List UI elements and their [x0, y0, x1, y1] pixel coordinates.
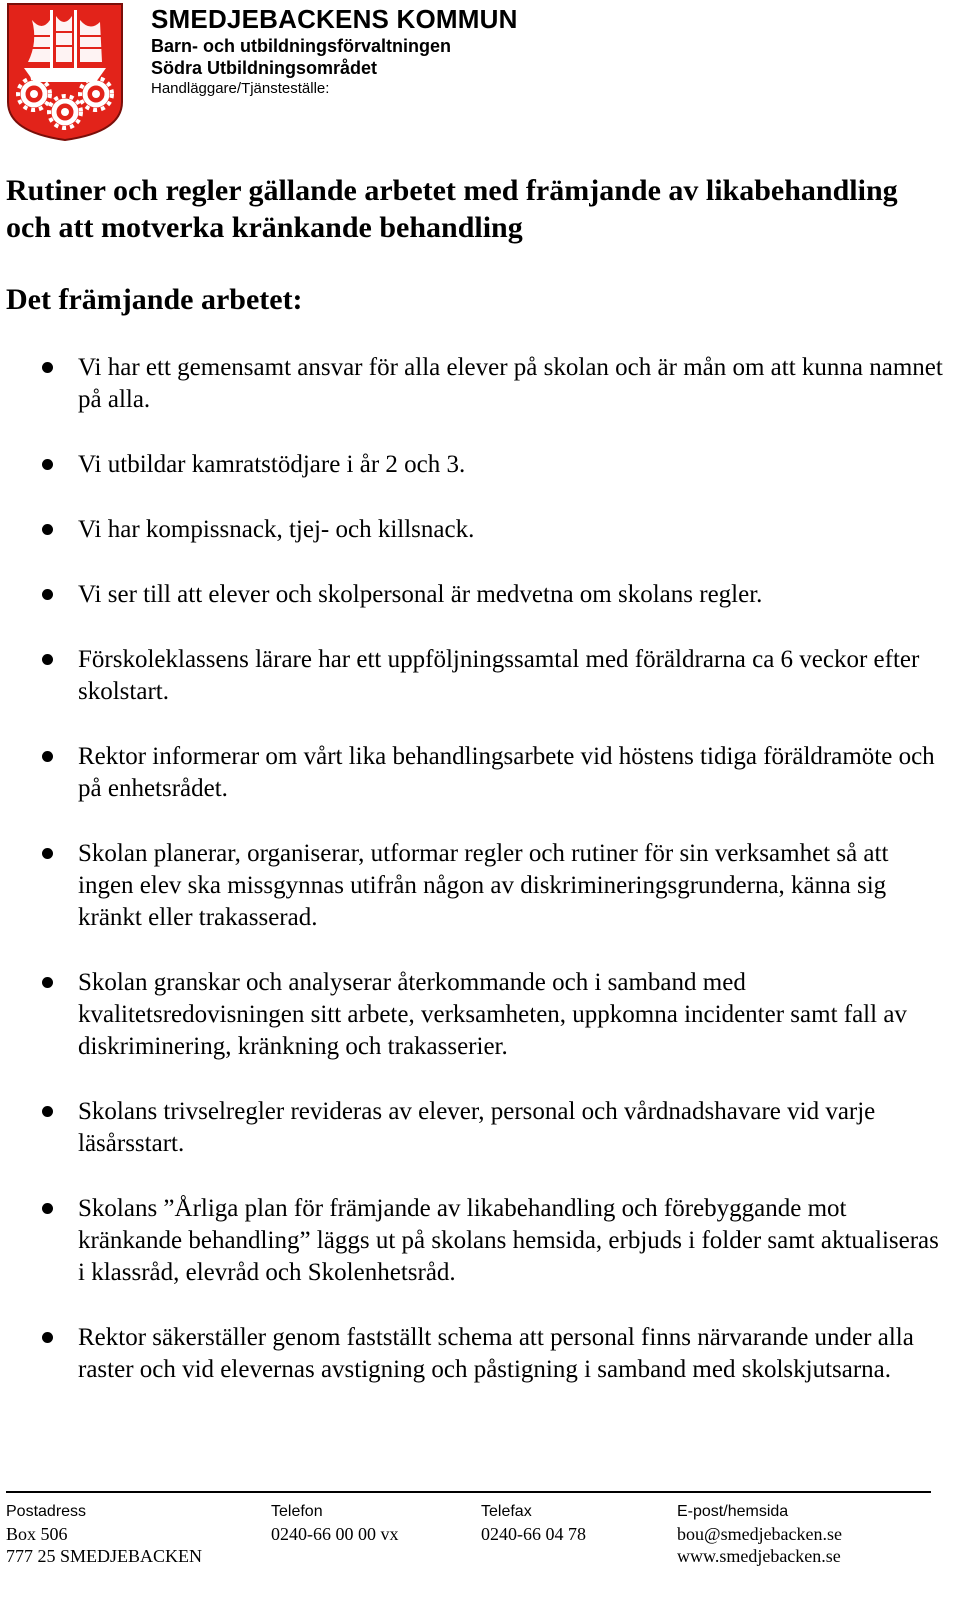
footer-fax — [481, 1501, 586, 1545]
phone-value: 0240-66 00 00 vx — [271, 1524, 399, 1544]
footer-postal — [6, 1501, 202, 1567]
list-item: Skolans trivselregler revideras av elever, personal och vårdnadshavare vid varje läsårsstart. — [0, 1096, 945, 1160]
email-link[interactable]: bou@smedjebacken.se — [677, 1524, 843, 1544]
bullet-icon — [42, 1106, 53, 1117]
list-item: Skolan granskar och analyserar återkommande och i samband med kvalitetsredovisningen sitt arbete, verksamheten, uppkomna incidenter samt fall av diskriminering, kränkning och trakasserier. — [0, 967, 945, 1063]
postal-label: Postadress — [6, 1503, 87, 1520]
list-item: Skolans ”Årliga plan för främjande av likabehandling och förebyggande mot kränkande behandling” läggs ut på skolans hemsida, erbjuds i folder samt aktualiseras i klassråd, elevråd och Skolenhetsråd. — [0, 1193, 945, 1289]
bullet-icon — [42, 848, 53, 859]
fax-value: 0240-66 04 78 — [481, 1524, 586, 1544]
list-item: Rektor säkerställer genom fastställt schema att personal finns närvarande under alla raster och vid elevernas avstigning och påstigning i samband med skolskjutsarna. — [0, 1322, 945, 1386]
organization-block — [151, 6, 518, 96]
bullet-icon — [42, 1203, 53, 1214]
letterhead — [6, 2, 946, 142]
postal-line-2: 777 25 SMEDJEBACKEN — [6, 1546, 203, 1566]
postal-line-1: Box 506 — [6, 1524, 68, 1544]
document-title: Rutiner och regler gällande arbetet med främjande av likabehandling och att motverka kränkande behandling — [6, 174, 898, 244]
footer-email — [677, 1501, 842, 1567]
bullet-list — [0, 352, 945, 1419]
bullet-icon — [42, 751, 53, 762]
bullet-icon — [42, 362, 53, 373]
bullet-icon — [42, 589, 53, 600]
bullet-icon — [42, 977, 53, 988]
list-item: Skolan planerar, organiserar, utformar regler och rutiner för sin verksamhet så att ingen elev ska missgynnas utifrån någon av diskrimineringsgrunderna, känna sig kränkt eller trakasserad. — [0, 838, 945, 934]
list-item: Vi har ett gemensamt ansvar för alla elever på skolan och är mån om att kunna namnet på alla. — [0, 352, 945, 416]
bullet-icon — [42, 654, 53, 665]
fax-label: Telefax — [481, 1503, 532, 1520]
footer — [6, 1491, 931, 1566]
bullet-icon — [42, 1332, 53, 1343]
list-item: Vi har kompissnack, tjej- och killsnack. — [0, 514, 945, 546]
bullet-icon — [42, 524, 53, 535]
phone-label: Telefon — [271, 1503, 323, 1520]
section-heading: Det främjande arbetet: — [6, 283, 303, 316]
list-item: Rektor informerar om vårt lika behandlingsarbete vid höstens tidiga föräldramöte och på enhetsrådet. — [0, 741, 945, 805]
footer-phone — [271, 1501, 399, 1545]
area-name: Södra Utbildningsområdet — [151, 58, 378, 78]
list-item: Förskoleklassens lärare har ett uppföljningssamtal med föräldrarna ca 6 veckor efter skolstart. — [0, 644, 945, 708]
handler-label: Handläggare/Tjänsteställe: — [151, 80, 330, 97]
department-name: Barn- och utbildningsförvaltningen — [151, 36, 451, 56]
list-item: Vi ser till att elever och skolpersonal är medvetna om skolans regler. — [0, 579, 945, 611]
list-item: Vi utbildar kamratstödjare i år 2 och 3. — [0, 449, 945, 481]
email-label: E-post/hemsida — [677, 1503, 789, 1520]
coat-of-arms-logo — [6, 2, 124, 142]
org-name: SMEDJEBACKENS KOMMUN — [151, 4, 518, 34]
bullet-icon — [42, 459, 53, 470]
website-link[interactable]: www.smedjebacken.se — [677, 1546, 841, 1566]
